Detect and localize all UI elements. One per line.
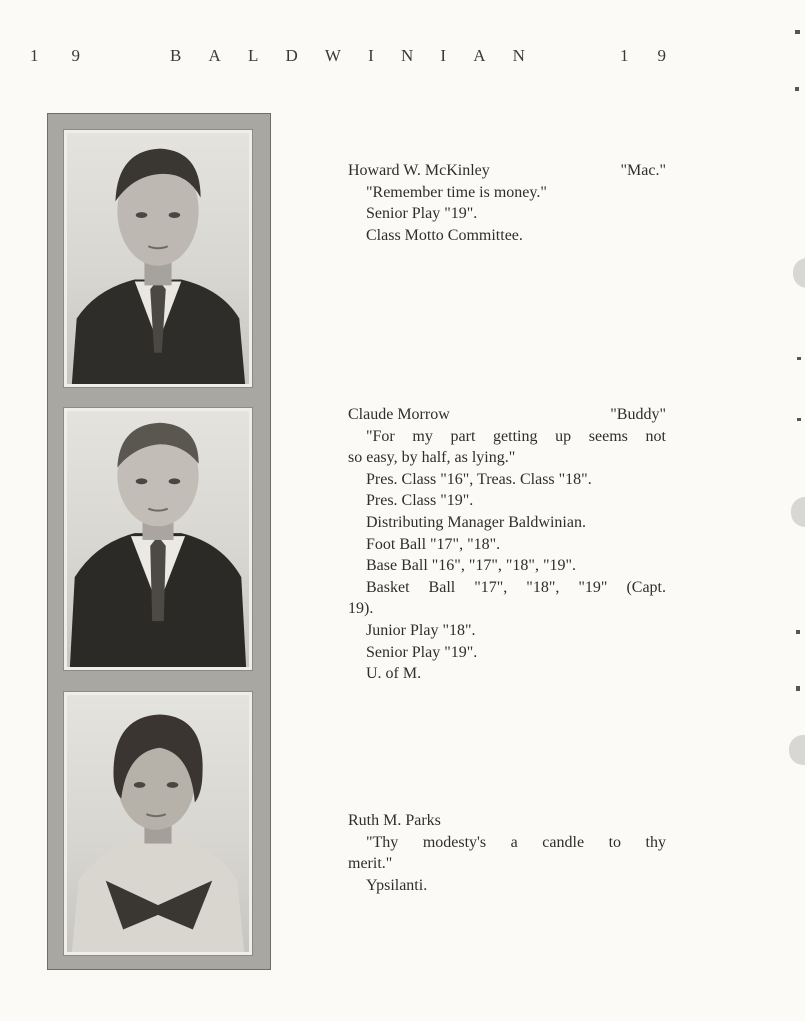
running-title: [170, 46, 525, 66]
speck-mark: [796, 630, 800, 634]
speck-mark: [796, 686, 800, 691]
nickname: "Buddy": [610, 406, 666, 423]
speck-mark: [795, 87, 799, 91]
activity-line: Basket Ball "17", "18", "19" (Capt.: [366, 578, 666, 596]
activity-line: Pres. Class "19".: [366, 492, 474, 510]
binding-hole-icon: [793, 258, 805, 288]
activity-line: Ypsilanti.: [366, 876, 428, 894]
student-name: Claude Morrow: [348, 406, 450, 423]
activity-line: 19).: [348, 600, 374, 618]
header-letter: 9: [657, 46, 666, 65]
header-letter: W: [324, 46, 341, 65]
portrait-howard-mckinley: [64, 130, 252, 387]
header-letter: I: [440, 46, 447, 65]
speck-mark: [797, 418, 801, 421]
photo-frame: [47, 113, 271, 970]
quote-line: merit.": [348, 855, 393, 873]
binding-hole-icon: [791, 497, 805, 527]
quote-line: "For my part getting up seems not: [366, 427, 666, 445]
entry-ruth-parks: [348, 810, 666, 896]
student-name: Howard W. McKinley: [348, 162, 490, 179]
nickname: "Mac.": [620, 162, 666, 179]
portrait-man-icon: [67, 133, 249, 384]
activity-line: Pres. Class "16", Treas. Class "18".: [366, 470, 592, 488]
activity-line: Foot Ball "17", "18".: [366, 535, 501, 553]
activity-line: Distributing Manager Baldwinian.: [366, 513, 586, 531]
activity-line: Class Motto Committee.: [366, 226, 523, 244]
activity-line: U. of M.: [366, 665, 422, 683]
quote-line: so easy, by half, as lying.": [348, 449, 516, 467]
header-letter: N: [512, 46, 525, 65]
speck-mark: [797, 357, 801, 360]
header-letter: N: [400, 46, 414, 65]
portrait-ruth-parks: [64, 692, 252, 955]
activity-line: Senior Play "19".: [366, 643, 478, 661]
entry-howard-mckinley: [348, 160, 666, 246]
portrait-man-icon: [67, 411, 249, 667]
activity-line: Senior Play "19".: [366, 205, 478, 223]
header-letter: A: [473, 46, 486, 65]
page-number-right: [620, 46, 666, 66]
header-letter: I: [368, 46, 374, 65]
header-letter: 9: [71, 46, 80, 65]
speck-mark: [795, 30, 800, 34]
entry-claude-morrow: [348, 404, 666, 685]
student-name: Ruth M. Parks: [348, 812, 441, 829]
header-letter: A: [208, 46, 221, 65]
activity-line: Base Ball "16", "17", "18", "19".: [366, 557, 577, 575]
header-letter: D: [285, 46, 298, 65]
header-letter: 1: [30, 46, 39, 65]
binding-hole-icon: [789, 735, 805, 765]
header-letter: 1: [620, 46, 629, 65]
header-letter: L: [247, 46, 259, 65]
activity-line: Junior Play "18".: [366, 621, 476, 639]
page-number-left: [30, 46, 80, 66]
quote-line: "Thy modesty's a candle to thy: [366, 833, 666, 851]
portrait-claude-morrow: [64, 408, 252, 670]
portrait-woman-icon: [67, 695, 249, 952]
header-letter: B: [170, 46, 182, 65]
motto-line: "Remember time is money.": [366, 183, 547, 201]
